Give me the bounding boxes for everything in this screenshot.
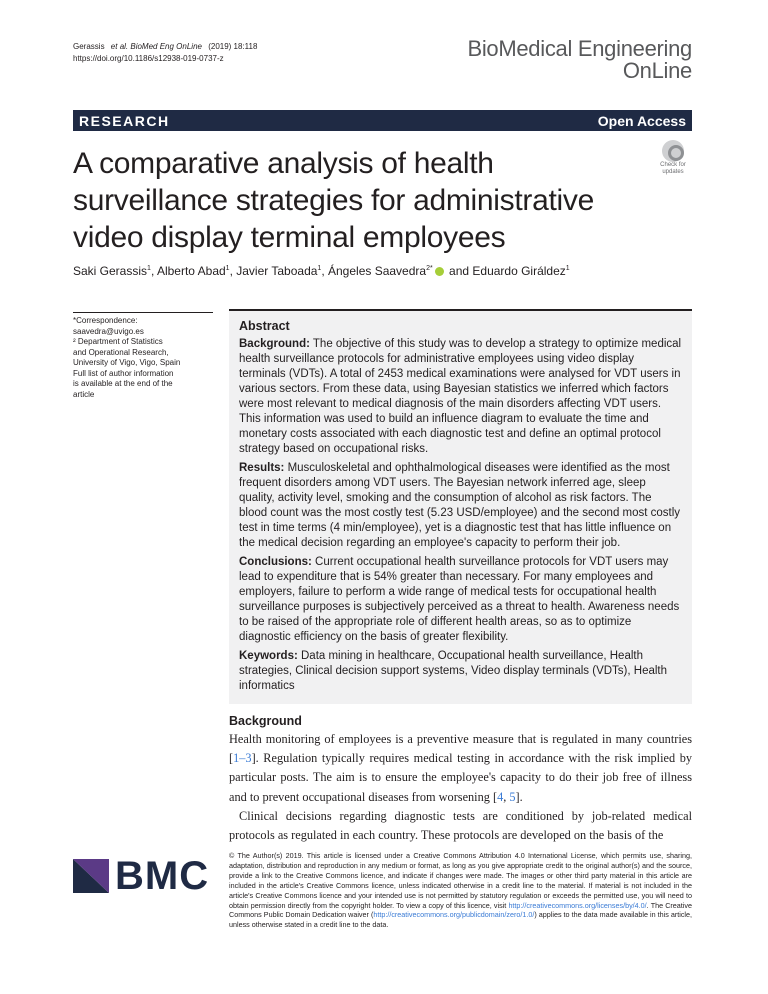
author-name[interactable]: , Alberto Abad [150, 264, 226, 278]
citation-year: (2019) 18:118 [208, 42, 258, 51]
section-heading-background: Background [229, 714, 302, 728]
open-access-label: Open Access [597, 112, 686, 129]
citation-ref[interactable]: 5 [509, 789, 516, 804]
abstract-background: Background: The objective of this study was to develop a strategy to optimize medical health surveillance protocols for administrative employees using video display terminals (VDTs). A total of 2453 medical examinations were analysed for VDT users in various sectors. From these data, using Bayesian statistics we inferred which factors were most relevant to medical diagnosis of the main disorders affecting VDT users. This information was used to build an influence diagram to evaluate the time and monetary costs associated with each diagnostic test and define an optimal protocol strategy based on occupational risks. [239, 338, 682, 455]
citation-ref[interactable]: 1–3 [233, 751, 252, 766]
citation-ref[interactable]: 4 [497, 789, 504, 804]
body-text [229, 730, 692, 845]
journal-name-line1: BioMedical Engineering [467, 36, 692, 61]
bmc-logo [73, 853, 213, 898]
abstract-keywords: Keywords: Data mining in healthcare, Occupational health surveillance, Health strategies, Clinical decision support systems, Video display terminals (VDTs), Health informatics [239, 650, 668, 692]
journal-name-line2: OnLine [622, 58, 692, 83]
crossmark-text: Check for updates [660, 162, 686, 175]
crossmark-icon [662, 140, 684, 162]
abstract-results: Results: Musculoskeletal and ophthalmological diseases were identified as the most frequent disorders among VDT users. The Bayesian network inferred age, sleep quality, activity level, smoking and the consumption of alcohol as risk factors. The blood count was the most costly test (5.23 USD/employee) and the second most costly test in time terms (4 min/employee), yet is a diagnostic test that has little influence on the medical decision regarding an employee's capacity to perform their job. [239, 462, 681, 549]
body-paragraph: Clinical decisions regarding diagnostic tests are conditioned by job-related medical protocols as regulated in each country. These protocols are developed on the basis of the [229, 808, 692, 843]
crossmark-badge[interactable] [654, 140, 692, 178]
public-domain-link[interactable]: http://creativecommons.org/publicdomain/zero/1.0/ [373, 910, 535, 920]
abstract-box [229, 309, 692, 704]
citation-line [73, 41, 261, 53]
doi-link[interactable]: https://doi.org/10.1186/s12938-019-0737-z [73, 54, 224, 63]
correspondence-email[interactable]: saavedra@uvigo.es [73, 326, 144, 336]
article-type-banner [73, 110, 692, 131]
article-title: A comparative analysis of health surveillance strategies for administrative video display terminal employees [73, 147, 594, 254]
author-name[interactable]: and Eduardo Giráldez [445, 264, 566, 278]
abstract-heading: Abstract [239, 319, 290, 333]
bmc-logo-text: BMC [115, 853, 210, 898]
orcid-icon[interactable] [435, 267, 444, 276]
citation-authors: Gerassis et al. BioMed Eng OnLine [73, 42, 202, 51]
body-paragraph: Health monitoring of employees is a preventive measure that is regulated in many countries [1–3]. Regulation typically requires medical testing in accordance with the risk implied by particular posts. The aim is to ensure the employee's capacity to do their job free of illness and to prevent occupational diseases from worsening [4, 5]. [229, 732, 692, 804]
abstract-conclusions: Conclusions: Current occupational health surveillance protocols for VDT users may lead to expenditure that is 54% greater than necessary. For many employees and employers, failure to perform a wide range of medical tests for occupational health surveillance purposes is subjectively perceived as a threat to health. Awareness needs to be raised of the appropriate role of different health areas, so as to optimize diagnostic efficiency on the basis of greater flexibility. [239, 556, 680, 643]
author-name[interactable]: , Javier Taboada [229, 264, 318, 278]
correspondence-block: *Correspondence: saavedra@uvigo.es ² Department of Statistics and Operational Research, University of Vigo, Vigo, Spain Full list of author information is available at the end of the article [73, 312, 213, 400]
author-name[interactable]: , Ángeles Saavedra [321, 264, 427, 278]
author-name[interactable]: Saki Gerassis [73, 264, 148, 278]
bmc-logo-mark-icon [73, 859, 109, 893]
article-type-label: RESEARCH [79, 112, 170, 129]
license-notice: © The Author(s) 2019. This article is licensed under a Creative Commons Attribution 4.0 International License, which permits use, sharing, adaptation, distribution and reproduction in any medium or format, as long as you give appropriate credit to the original author(s) and the source, provide a link to the Creative Commons licence, and indicate if changes were made. The images or other third party material in this article are included in the article's Creative Commons licence, unless indicated otherwise in a credit line to the material. If material is not included in the article's Creative Commons licence and your intended use is not permitted by statutory regulation or exceeds the permitted use, you will need to obtain permission directly from the copyright holder. To view a copy of this licence, visit http://creativecommons.org/licenses/by/4.0/. The Creative Commons Public Domain Dedication waiver (http://creativecommons.org/publicdomain/zero/1.0/) applies to the data made available in this article, unless otherwise stated in a credit line to the data. [229, 851, 693, 930]
journal-name [467, 38, 692, 82]
license-link[interactable]: http://creativecommons.org/licenses/by/4.0/ [508, 900, 647, 910]
citation-header [73, 41, 261, 65]
author-list: Saki Gerassis$^1$, Alberto Abad$^1$, Javier Taboada$^1$, Ángeles Saavedra$^{2*}$ and Eduardo Giráldez$^1$ [73, 264, 570, 278]
